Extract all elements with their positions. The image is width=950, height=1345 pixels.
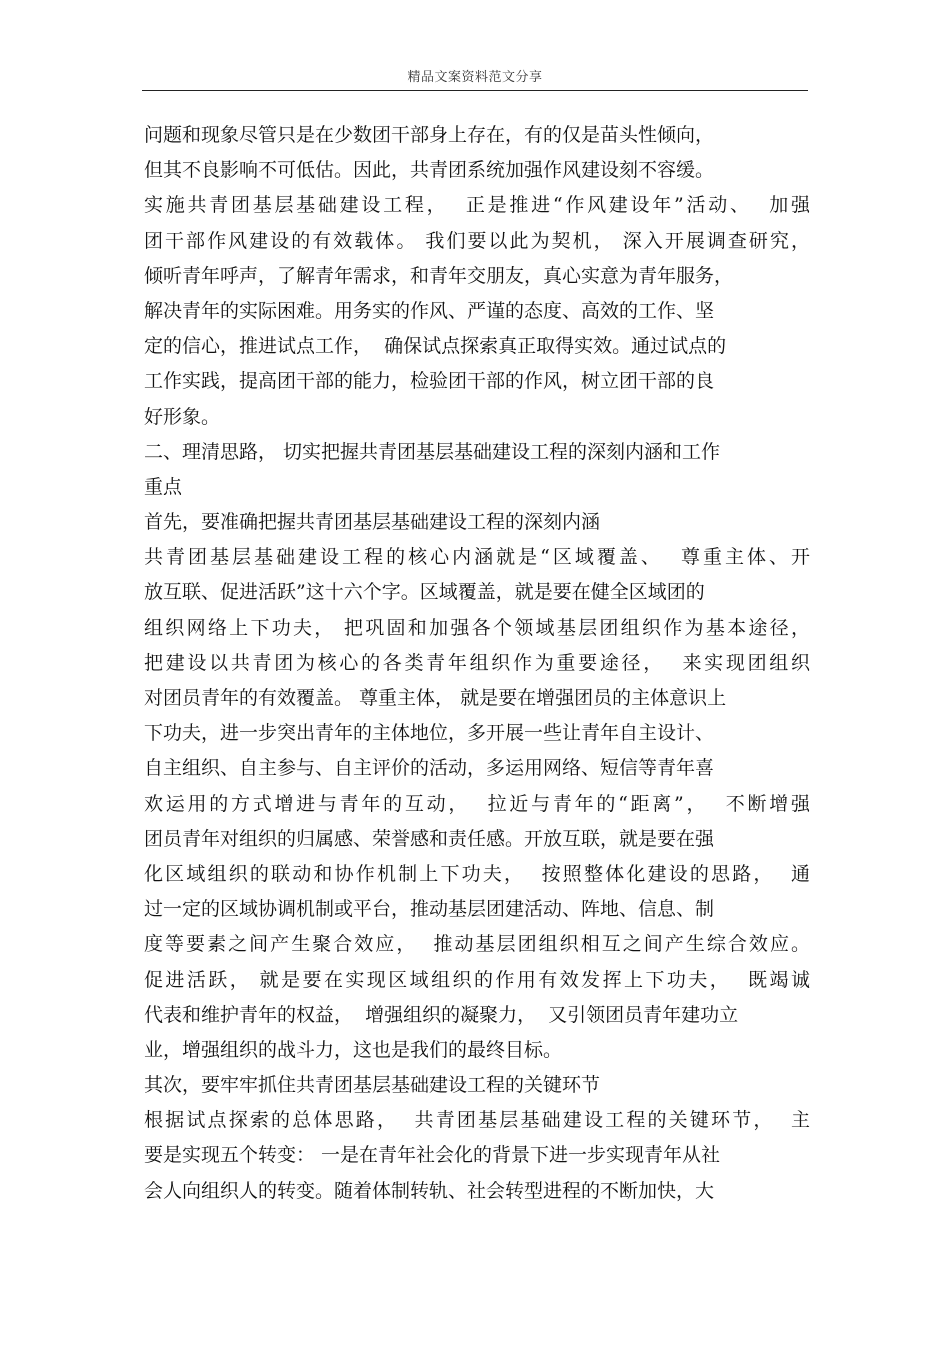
text-line: 自主组织、自主参与、自主评价的活动，多运用网络、短信等青年喜 — [144, 757, 715, 780]
document-body — [144, 118, 810, 1209]
text-line: 要是实现五个转变： 一是在青年社会化的背景下进一步实现青年从社 — [144, 1144, 721, 1167]
text-line: 对团员青年的有效覆盖。 尊重主体， 就是要在增强团员的主体意识上 — [144, 687, 727, 709]
text-line: 放互联、促进活跃”这十六个字。区域覆盖，就是要在健全区域团的 — [144, 581, 705, 604]
text-line: 会人向组织人的转变。随着体制转轨、社会转型进程的不断加快，大 — [144, 1179, 715, 1202]
text-line: 但其不良影响不可低估。因此，共青团系统加强作风建设刻不容缓。 — [144, 159, 715, 182]
text-line: 共青团基层基础建设工程的核心内涵就是“区域覆盖、 尊重主体、开 — [144, 546, 810, 569]
text-line: 团干部作风建设的有效载体。 我们要以此为契机， 深入开展调查研究， — [144, 229, 810, 252]
text-line: 度等要素之间产生聚合效应， 推动基层团组织相互之间产生综合效应。 — [144, 933, 810, 956]
text-line: 问题和现象尽管只是在少数团干部身上存在，有的仅是苗头性倾向， — [144, 124, 715, 146]
text-line: 业，增强组织的战斗力，这也是我们的最终目标。 — [144, 1038, 563, 1061]
text-line: 实施共青团基层基础建设工程， 正是推进“作风建设年”活动、 加强 — [144, 194, 810, 217]
text-line: 把建设以共青团为核心的各类青年组织作为重要途径， 来实现团组织 — [144, 651, 810, 674]
text-line: 下功夫，进一步突出青年的主体地位，多开展一些让青年自主设计、 — [144, 722, 715, 745]
text-line: 二、理清思路， 切实把握共青团基层基础建设工程的深刻内涵和工作 — [144, 440, 721, 463]
text-line: 重点 — [144, 475, 183, 498]
text-line: 首先，要准确把握共青团基层基础建设工程的深刻内涵 — [144, 511, 601, 534]
text-line: 定的信心，推进试点工作， 确保试点探索真正取得实效。通过试点的 — [144, 335, 727, 358]
text-line: 其次，要牢牢抓住共青团基层基础建设工程的关键环节 — [144, 1074, 601, 1097]
text-line: 根据试点探索的总体思路， 共青团基层基础建设工程的关键环节， 主 — [144, 1109, 810, 1132]
header-divider — [142, 90, 808, 91]
text-line: 好形象。 — [144, 405, 221, 428]
text-line: 组织网络上下功夫， 把巩固和加强各个领域基层团组织作为基本途径， — [144, 616, 810, 639]
text-line: 过一定的区域协调机制或平台，推动基层团建活动、阵地、信息、制 — [144, 898, 715, 921]
page-header: 精品文案资料范文分享 — [407, 70, 543, 85]
text-line: 解决青年的实际困难。用务实的作风、严谨的态度、高效的工作、坚 — [144, 299, 715, 322]
text-line: 促进活跃， 就是要在实现区域组织的作用有效发挥上下功夫， 既竭诚 — [144, 968, 810, 991]
text-line: 化区域组织的联动和协作机制上下功夫， 按照整体化建设的思路， 通 — [144, 862, 810, 885]
text-line: 工作实践，提高团干部的能力，检验团干部的作风，树立团干部的良 — [144, 370, 715, 393]
text-line: 倾听青年呼声，了解青年需求，和青年交朋友，真心实意为青年服务， — [144, 264, 734, 287]
text-line: 团员青年对组织的归属感、荣誉感和责任感。开放互联，就是要在强 — [144, 827, 715, 850]
text-line: 代表和维护青年的权益， 增强组织的凝聚力， 又引领团员青年建功立 — [144, 1003, 739, 1026]
text-line: 欢运用的方式增进与青年的互动， 拉近与青年的“距离”， 不断增强 — [144, 792, 810, 815]
